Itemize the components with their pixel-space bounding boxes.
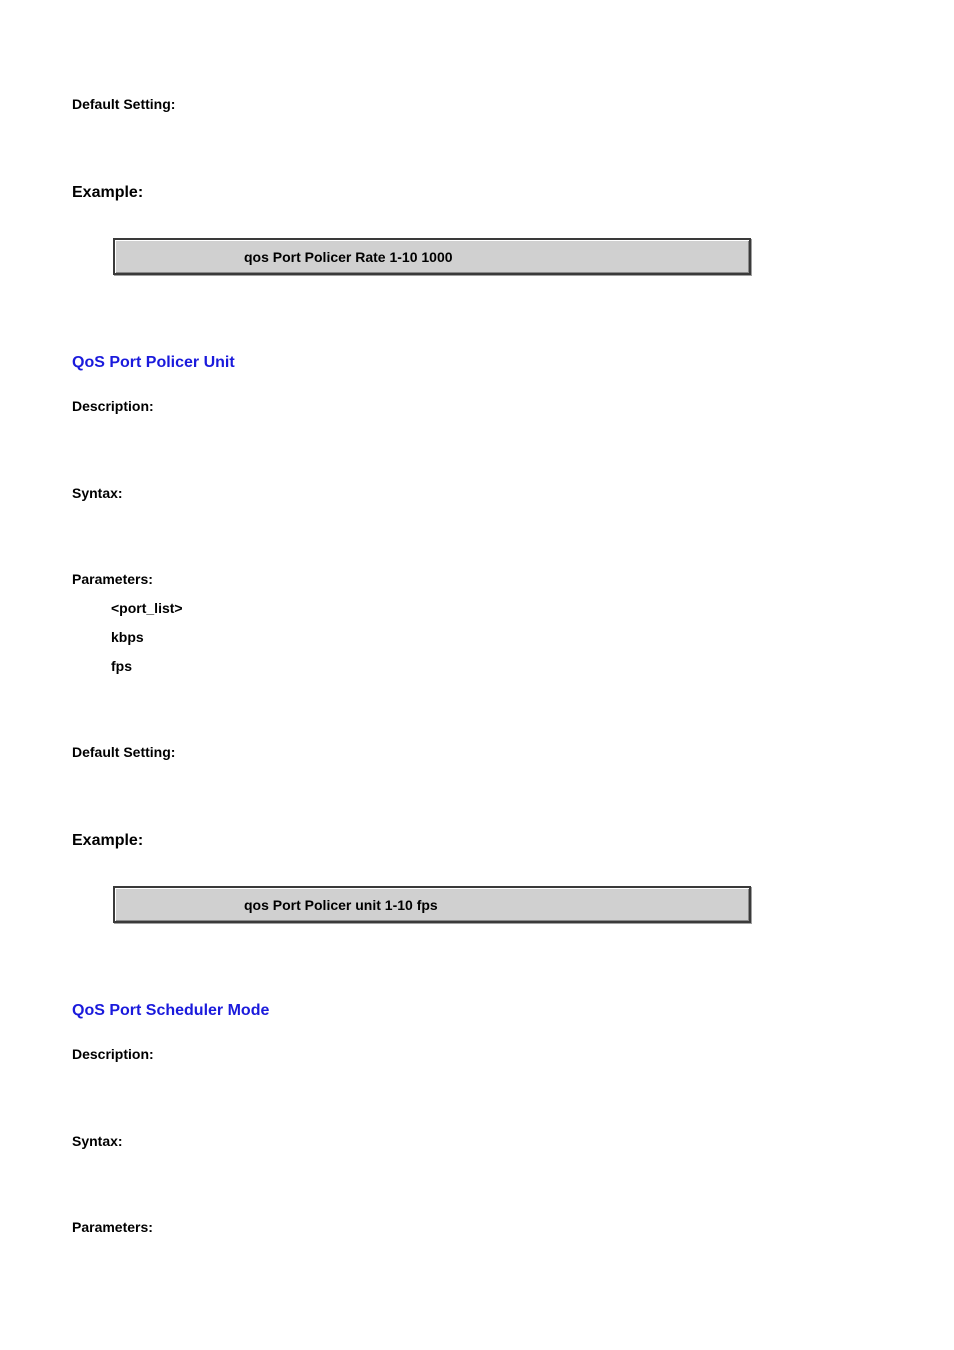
parameter-port-list: <port_list> — [111, 600, 183, 616]
example-command: qos Port Policer Rate 1-10 1000 — [244, 249, 453, 265]
parameters-label: Parameters: — [72, 571, 153, 587]
syntax-label: Syntax: — [72, 1133, 123, 1149]
parameter-fps: fps — [111, 658, 132, 674]
default-setting-label: Default Setting: — [72, 744, 176, 760]
parameters-label: Parameters: — [72, 1219, 153, 1235]
example-label: Example: — [72, 184, 144, 201]
parameter-kbps: kbps — [111, 629, 144, 645]
description-label: Description: — [72, 398, 154, 414]
syntax-label: Syntax: — [72, 485, 123, 501]
example-command-box — [113, 886, 751, 923]
section-heading-scheduler-mode: QoS Port Scheduler Mode — [72, 1002, 270, 1019]
example-label: Example: — [72, 832, 144, 849]
example-command: qos Port Policer unit 1-10 fps — [244, 897, 438, 913]
default-setting-label: Default Setting: — [72, 96, 176, 112]
section-heading-policer-unit: QoS Port Policer Unit — [72, 354, 235, 371]
description-label: Description: — [72, 1046, 154, 1062]
example-command-box — [113, 238, 751, 275]
